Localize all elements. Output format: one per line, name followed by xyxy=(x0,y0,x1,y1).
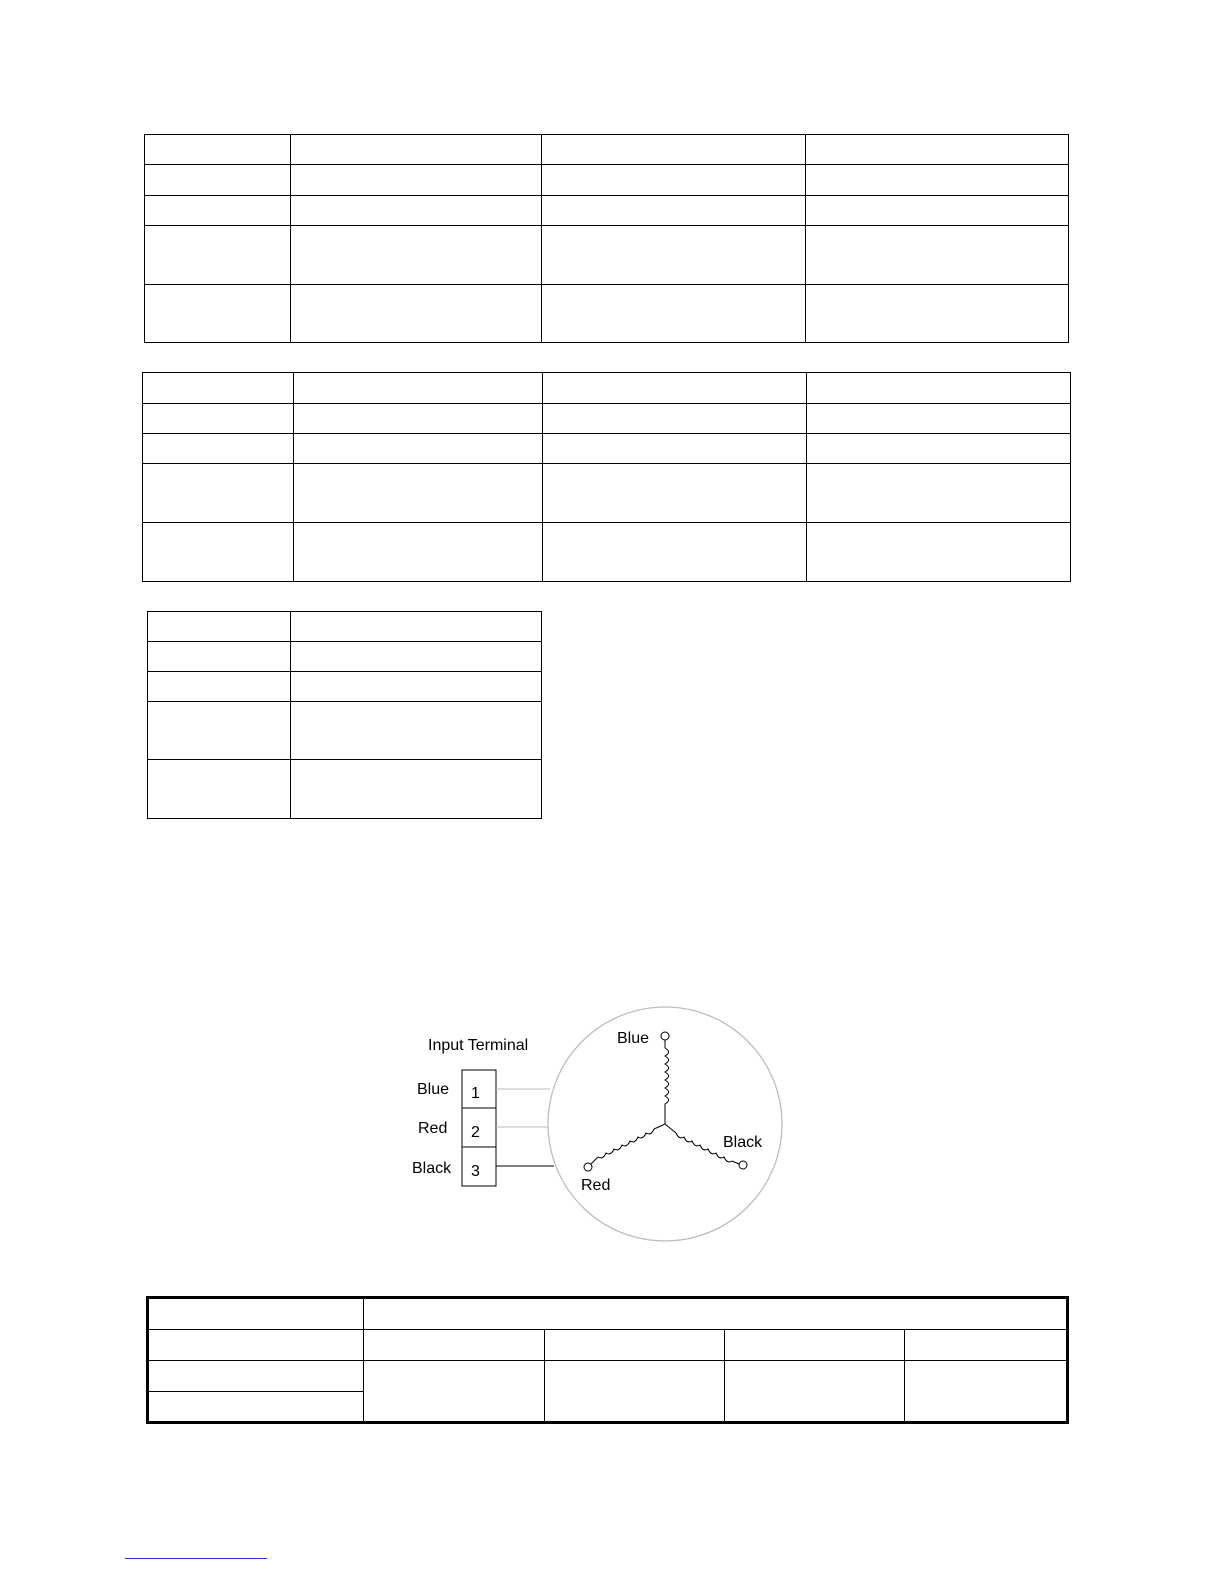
input-terminal-label: Input Terminal xyxy=(428,1037,529,1054)
winding-label-right: Black xyxy=(723,1134,763,1151)
winding-label-top: Blue xyxy=(617,1030,650,1047)
terminal-number: 2 xyxy=(471,1124,480,1141)
table-row xyxy=(148,1298,1068,1330)
spec-table-2 xyxy=(142,372,1071,582)
table-row xyxy=(148,1330,1068,1361)
terminal-wire-label: Red xyxy=(418,1120,448,1137)
table-row xyxy=(148,702,542,760)
winding-terminal-icon xyxy=(739,1161,747,1169)
table-row xyxy=(143,464,1071,523)
table-row xyxy=(148,1361,1068,1392)
terminal-number: 1 xyxy=(471,1085,480,1102)
table-row xyxy=(145,226,1069,285)
table-row xyxy=(148,672,542,702)
table-row xyxy=(143,434,1071,464)
winding-terminal-icon xyxy=(661,1032,669,1040)
terminal-wire-label: Blue xyxy=(417,1081,450,1098)
table-row xyxy=(145,196,1069,226)
motor-wiring-diagram xyxy=(400,1000,800,1250)
table-row xyxy=(148,612,542,642)
spec-table-1 xyxy=(144,134,1069,343)
winding-terminal-icon xyxy=(584,1163,592,1171)
table-row xyxy=(143,523,1071,582)
table-row xyxy=(143,404,1071,434)
table-row xyxy=(143,373,1071,404)
star-windings xyxy=(591,1040,739,1164)
terminal-number: 3 xyxy=(471,1163,480,1180)
terminal-block xyxy=(462,1070,496,1186)
table-row xyxy=(145,165,1069,196)
winding-label-left: Red xyxy=(581,1177,611,1194)
spec-table-4 xyxy=(146,1296,1069,1424)
terminal-wire-label: Black xyxy=(412,1160,452,1177)
table-row xyxy=(145,285,1069,343)
table-row xyxy=(148,642,542,672)
footer-link-underline[interactable] xyxy=(125,1558,267,1559)
table-row xyxy=(148,760,542,819)
table-row xyxy=(145,135,1069,165)
spec-table-3 xyxy=(147,611,542,819)
